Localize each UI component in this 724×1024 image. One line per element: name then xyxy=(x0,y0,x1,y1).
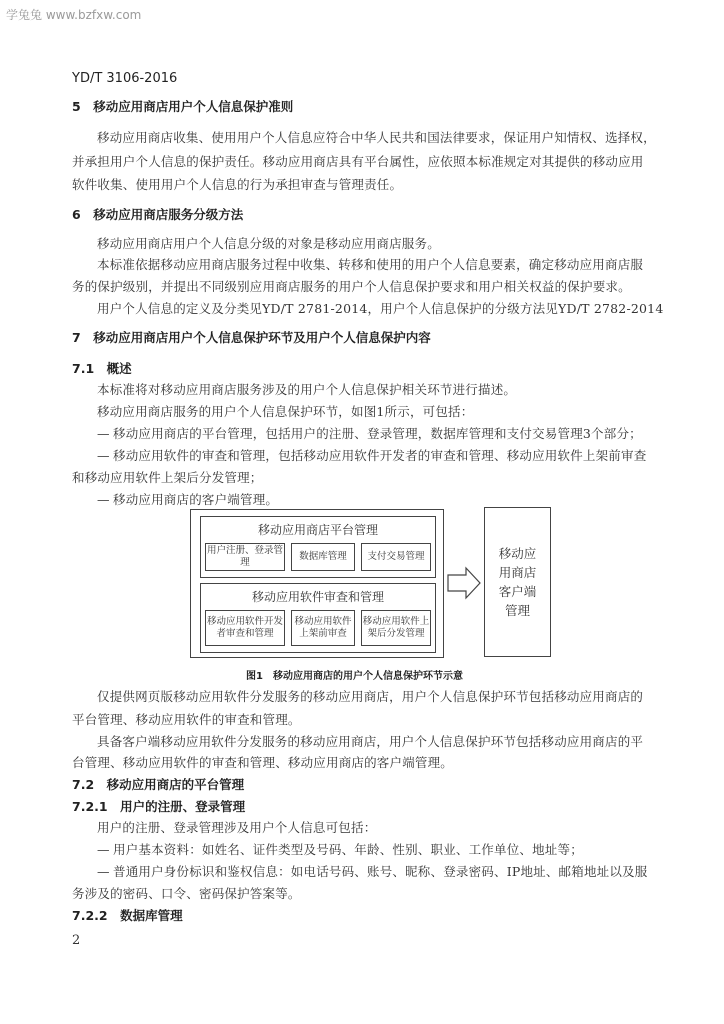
bullet-text: 用户基本资料：如姓名、证件类型及号码、年龄、性别、职业、工作单位、地址等； xyxy=(113,842,583,857)
section-7-2-2-heading: 7.2.2 数据库管理 xyxy=(72,908,183,923)
developer-review-cell: 移动应用软件开发者审查和管理 xyxy=(205,610,285,646)
bullet-text: 普通用户身份标识和鉴权信息：如电话号码、账号、昵称、登录密码、IP地址、邮箱地址以及服 xyxy=(113,864,648,879)
bullet-dash: — xyxy=(97,426,110,441)
section-6-paragraph-2-line-2: 务的保护级别，并提出不同级别应用商店服务的用户个人信息保护要求和用户相关权益的保护要求。 xyxy=(72,279,631,294)
section-7-heading: 7 移动应用商店用户个人信息保护环节及用户个人信息保护内容 xyxy=(72,330,431,345)
after-figure-paragraph-2-line-2: 台管理、移动应用软件的审查和管理、移动应用商店的客户端管理。 xyxy=(72,755,454,770)
bullet-text: 移动应用软件的审查和管理，包括移动应用软件开发者的审查和管理、移动应用软件上架前审查 xyxy=(113,448,647,463)
section-7-2-heading: 7.2 移动应用商店的平台管理 xyxy=(72,777,245,792)
bullet-continuation: 务涉及的密码、口令、密码保护答案等。 xyxy=(72,886,301,901)
page-number: 2 xyxy=(72,933,81,948)
section-5-paragraph-line-1: 移动应用商店收集、使用用户个人信息应符合中华人民共和国法律要求，保证用户知情权、选择权， xyxy=(97,130,656,145)
platform-management-box xyxy=(200,516,436,578)
right-arrow-icon xyxy=(446,566,482,600)
figure-caption: 图1 移动应用商店的用户个人信息保护环节示意 xyxy=(246,671,463,682)
client-management-box: 移动应用商店客户端管理 xyxy=(484,507,551,657)
section-7-2-1-paragraph-1: 用户的注册、登录管理涉及用户个人信息可包括： xyxy=(97,820,377,835)
section-7-1-paragraph-1: 本标准将对移动应用商店服务涉及的用户个人信息保护相关环节进行描述。 xyxy=(97,382,517,397)
software-review-title: 移动应用软件审查和管理 xyxy=(251,590,384,604)
section-5-paragraph-line-3: 软件收集、使用用户个人信息的行为承担审查与管理责任。 xyxy=(72,177,403,192)
database-management-cell: 数据库管理 xyxy=(291,543,355,571)
bullet-item xyxy=(97,862,647,880)
bullet-dash: — xyxy=(97,842,110,857)
software-review-box xyxy=(200,583,436,653)
bullet-dash: — xyxy=(97,492,110,507)
bullet-item xyxy=(97,490,278,508)
section-6-paragraph-3: 用户个人信息的定义及分类见YD/T 2781-2014，用户个人信息保护的分级方法见YD/T 2782-2014 xyxy=(97,301,664,316)
bullet-continuation: 和移动应用软件上架后分发管理； xyxy=(72,470,263,485)
bullet-text: 移动应用商店的客户端管理。 xyxy=(113,492,279,507)
payment-transaction-cell: 支付交易管理 xyxy=(361,543,431,571)
section-7-1-heading: 7.1 概述 xyxy=(72,361,132,376)
after-figure-paragraph-1-line-2: 平台管理、移动应用软件的审查和管理。 xyxy=(72,712,301,727)
bullet-item xyxy=(97,840,583,858)
bullet-text: 移动应用商店的平台管理，包括用户的注册、登录管理，数据库管理和支付交易管理3个部分； xyxy=(113,426,642,441)
watermark: 学兔兔 www.bzfxw.com xyxy=(6,8,142,22)
section-6-heading: 6 移动应用商店服务分级方法 xyxy=(72,207,244,222)
after-figure-paragraph-1-line-1: 仅提供网页版移动应用软件分发服务的移动应用商店，用户个人信息保护环节包括移动应用商店的 xyxy=(97,689,644,704)
section-7-2-1-heading: 7.2.1 用户的注册、登录管理 xyxy=(72,799,246,814)
bullet-dash: — xyxy=(97,864,110,879)
figure-outer-frame xyxy=(190,509,444,658)
pre-listing-review-cell: 移动应用软件上架前审查 xyxy=(291,610,355,646)
section-6-paragraph-2-line-1: 本标准依据移动应用商店服务过程中收集、转移和使用的用户个人信息要素，确定移动应用商店服 xyxy=(97,257,644,272)
post-listing-distribution-cell: 移动应用软件上架后分发管理 xyxy=(361,610,431,646)
section-5-heading: 5 移动应用商店用户个人信息保护准则 xyxy=(72,99,294,114)
platform-management-title: 移动应用商店平台管理 xyxy=(257,523,378,537)
user-registration-login-cell: 用户注册、登录管理 xyxy=(205,543,285,571)
section-5-paragraph-line-2: 并承担用户个人信息的保护责任。移动应用商店具有平台属性，应依照本标准规定对其提供的移动应用 xyxy=(72,154,644,169)
section-7-1-paragraph-2: 移动应用商店服务的用户个人信息保护环节，如图1所示，可包括： xyxy=(97,404,474,419)
bullet-item xyxy=(97,446,646,464)
bullet-item xyxy=(97,424,642,442)
after-figure-paragraph-2-line-1: 具备客户端移动应用软件分发服务的移动应用商店，用户个人信息保护环节包括移动应用商店的平 xyxy=(97,734,644,749)
section-6-paragraph-1: 移动应用商店用户个人信息分级的对象是移动应用商店服务。 xyxy=(97,236,440,251)
document-id: YD/T 3106-2016 xyxy=(72,71,178,86)
bullet-dash: — xyxy=(97,448,110,463)
